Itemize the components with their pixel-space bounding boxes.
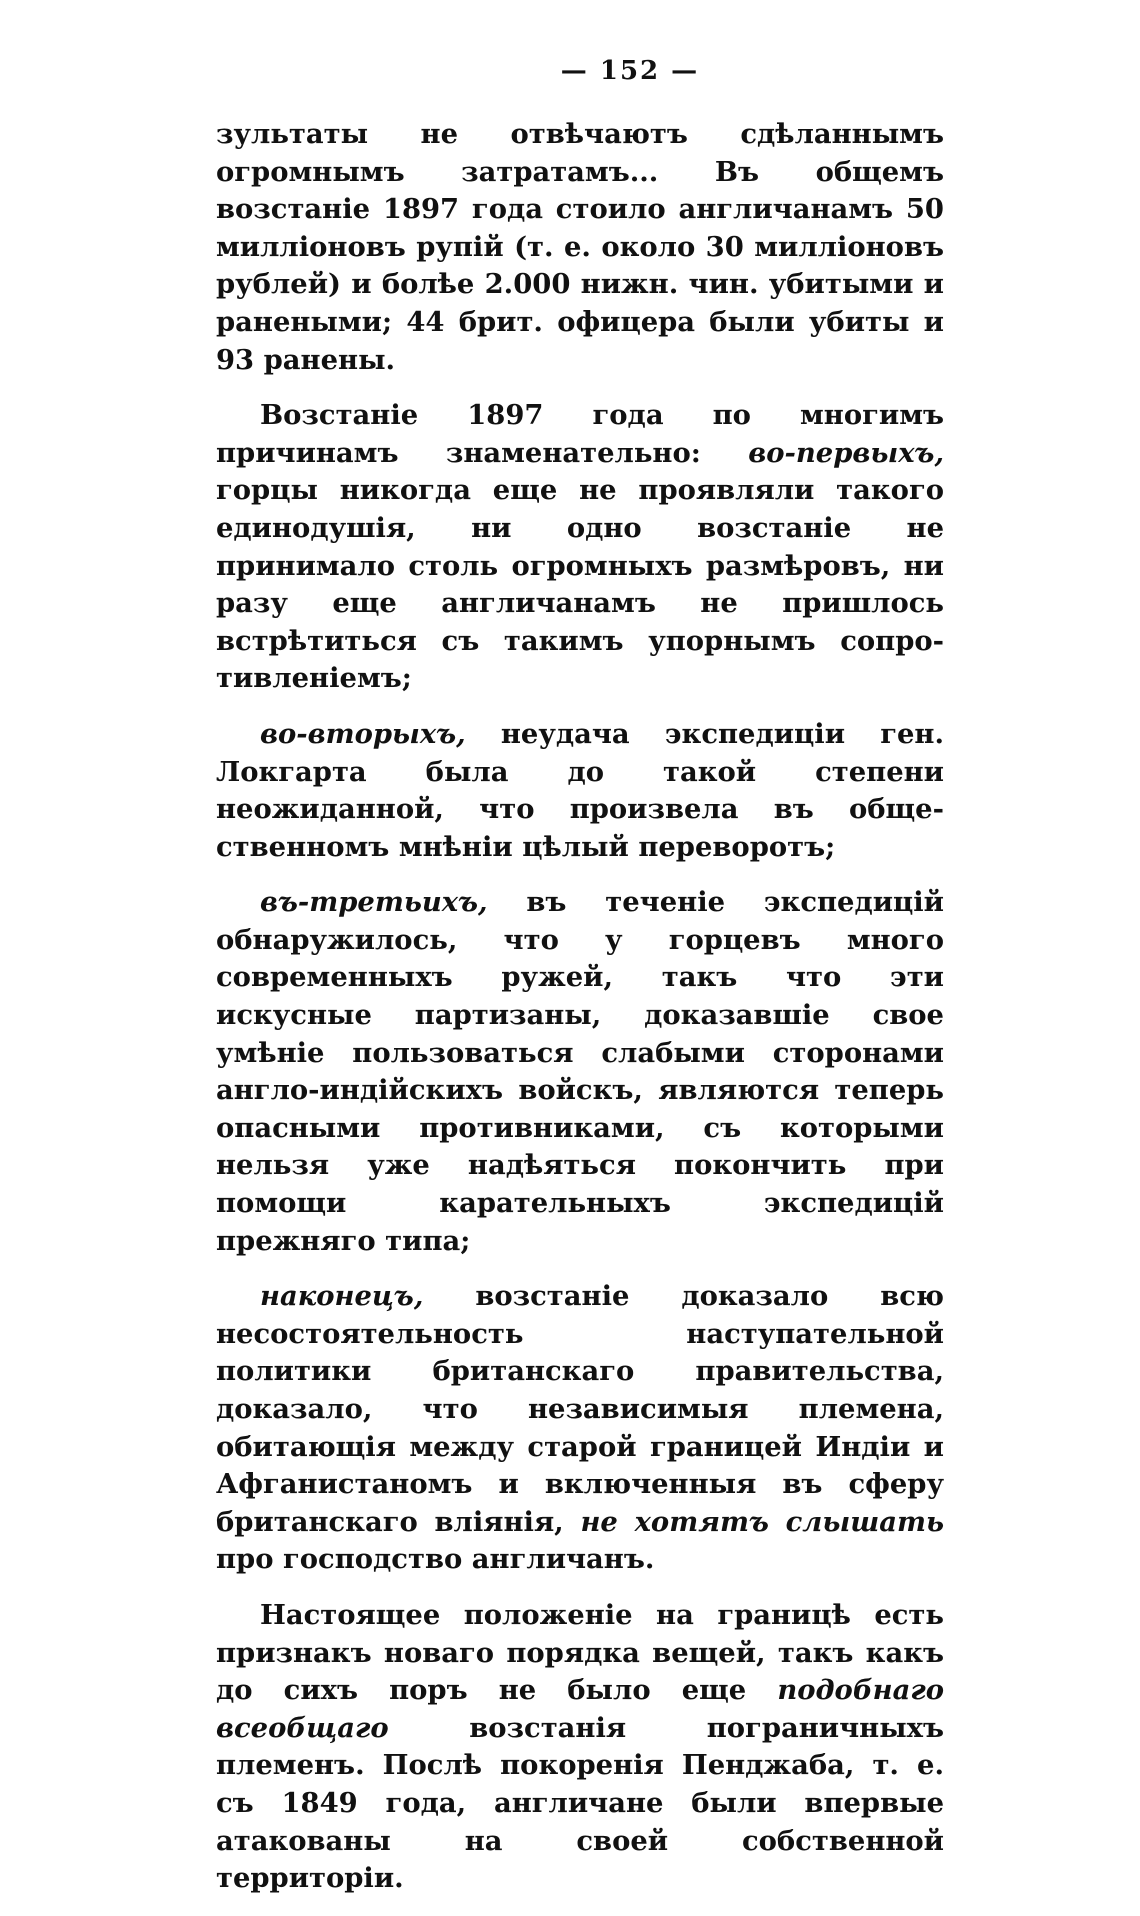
paragraph-3 [216, 716, 944, 866]
text-run: горцы никогда еще не проявляли такого единодушія, ни одно возстаніе не принимало столь огромныхъ размѣровъ, ни разу еще англичанамъ не пришлось встрѣтиться съ такимъ упорнымъ сопротивленіемъ; [216, 474, 944, 695]
italic-run: во-вторыхъ, [260, 717, 466, 750]
paragraph-2 [216, 397, 944, 698]
italic-run: во-первыхъ, [748, 436, 944, 469]
italic-run: наконецъ, [260, 1280, 424, 1313]
text-run: неудача экспедиціи ген. Локгарта была до такой степени неожиданной, что произвела въ общественномъ мнѣніи цѣлый переворотъ; [216, 717, 944, 863]
text-run: Возстаніе 1897 года по многимъ причинамъ знаменательно: [216, 399, 944, 469]
italic-run: въ-третьихъ, [260, 886, 488, 919]
text-run: возстаніе доказало всю несостоятельность наступательной политики британскаго правительства, доказало, что независимыя племена, обитающія между старой границей Индіи и Афганистаномъ и включенныя въ сферу британскаго вліянія, [216, 1280, 944, 1538]
paragraph-1 [216, 116, 944, 379]
paragraph-5 [216, 1278, 944, 1579]
text-run: Настоящее положеніе на границѣ есть признакъ новаго порядка вещей, такъ какъ до сихъ поръ не было еще [216, 1598, 944, 1707]
text-run: возстанія пограничныхъ племенъ. Послѣ покоренія Пенджаба, т. е. съ 1849 года, англичане были впервые атакованы на своей собственной территоріи. [216, 1711, 944, 1895]
text-run: въ теченіе экспедицій обнаружилось, что у горцевъ много современныхъ ружей, такъ что эти искусные партизаны, доказавшіе свое умѣніе пользоваться слабыми сторонами англо-индійскихъ войскъ, являются теперь опасными противниками, съ которыми нельзя уже надѣяться покончить при помощи карательныхъ экспедицій прежняго типа; [216, 886, 944, 1257]
text-run: зультаты не отвѣчаютъ сдѣланнымъ огромнымъ затратамъ... Въ общемъ возстаніе 1897 года стоило англичанамъ 50 милліоновъ рупій (т. е. около 30 милліоновъ рублей) и болѣе 2.000 нижн. чин. убитыми и ранеными; 44 брит. офицера были убиты и 93 ранены. [216, 118, 944, 376]
italic-run: подобнаго всеобщаго [216, 1674, 944, 1744]
text-run: про господство англичанъ. [216, 1543, 655, 1576]
paragraph-6 [216, 1597, 944, 1898]
book-page [216, 56, 944, 1916]
italic-run: не хотятъ слышать [580, 1505, 945, 1538]
paragraph-4 [216, 884, 944, 1260]
page-number: — 152 — [560, 56, 700, 86]
